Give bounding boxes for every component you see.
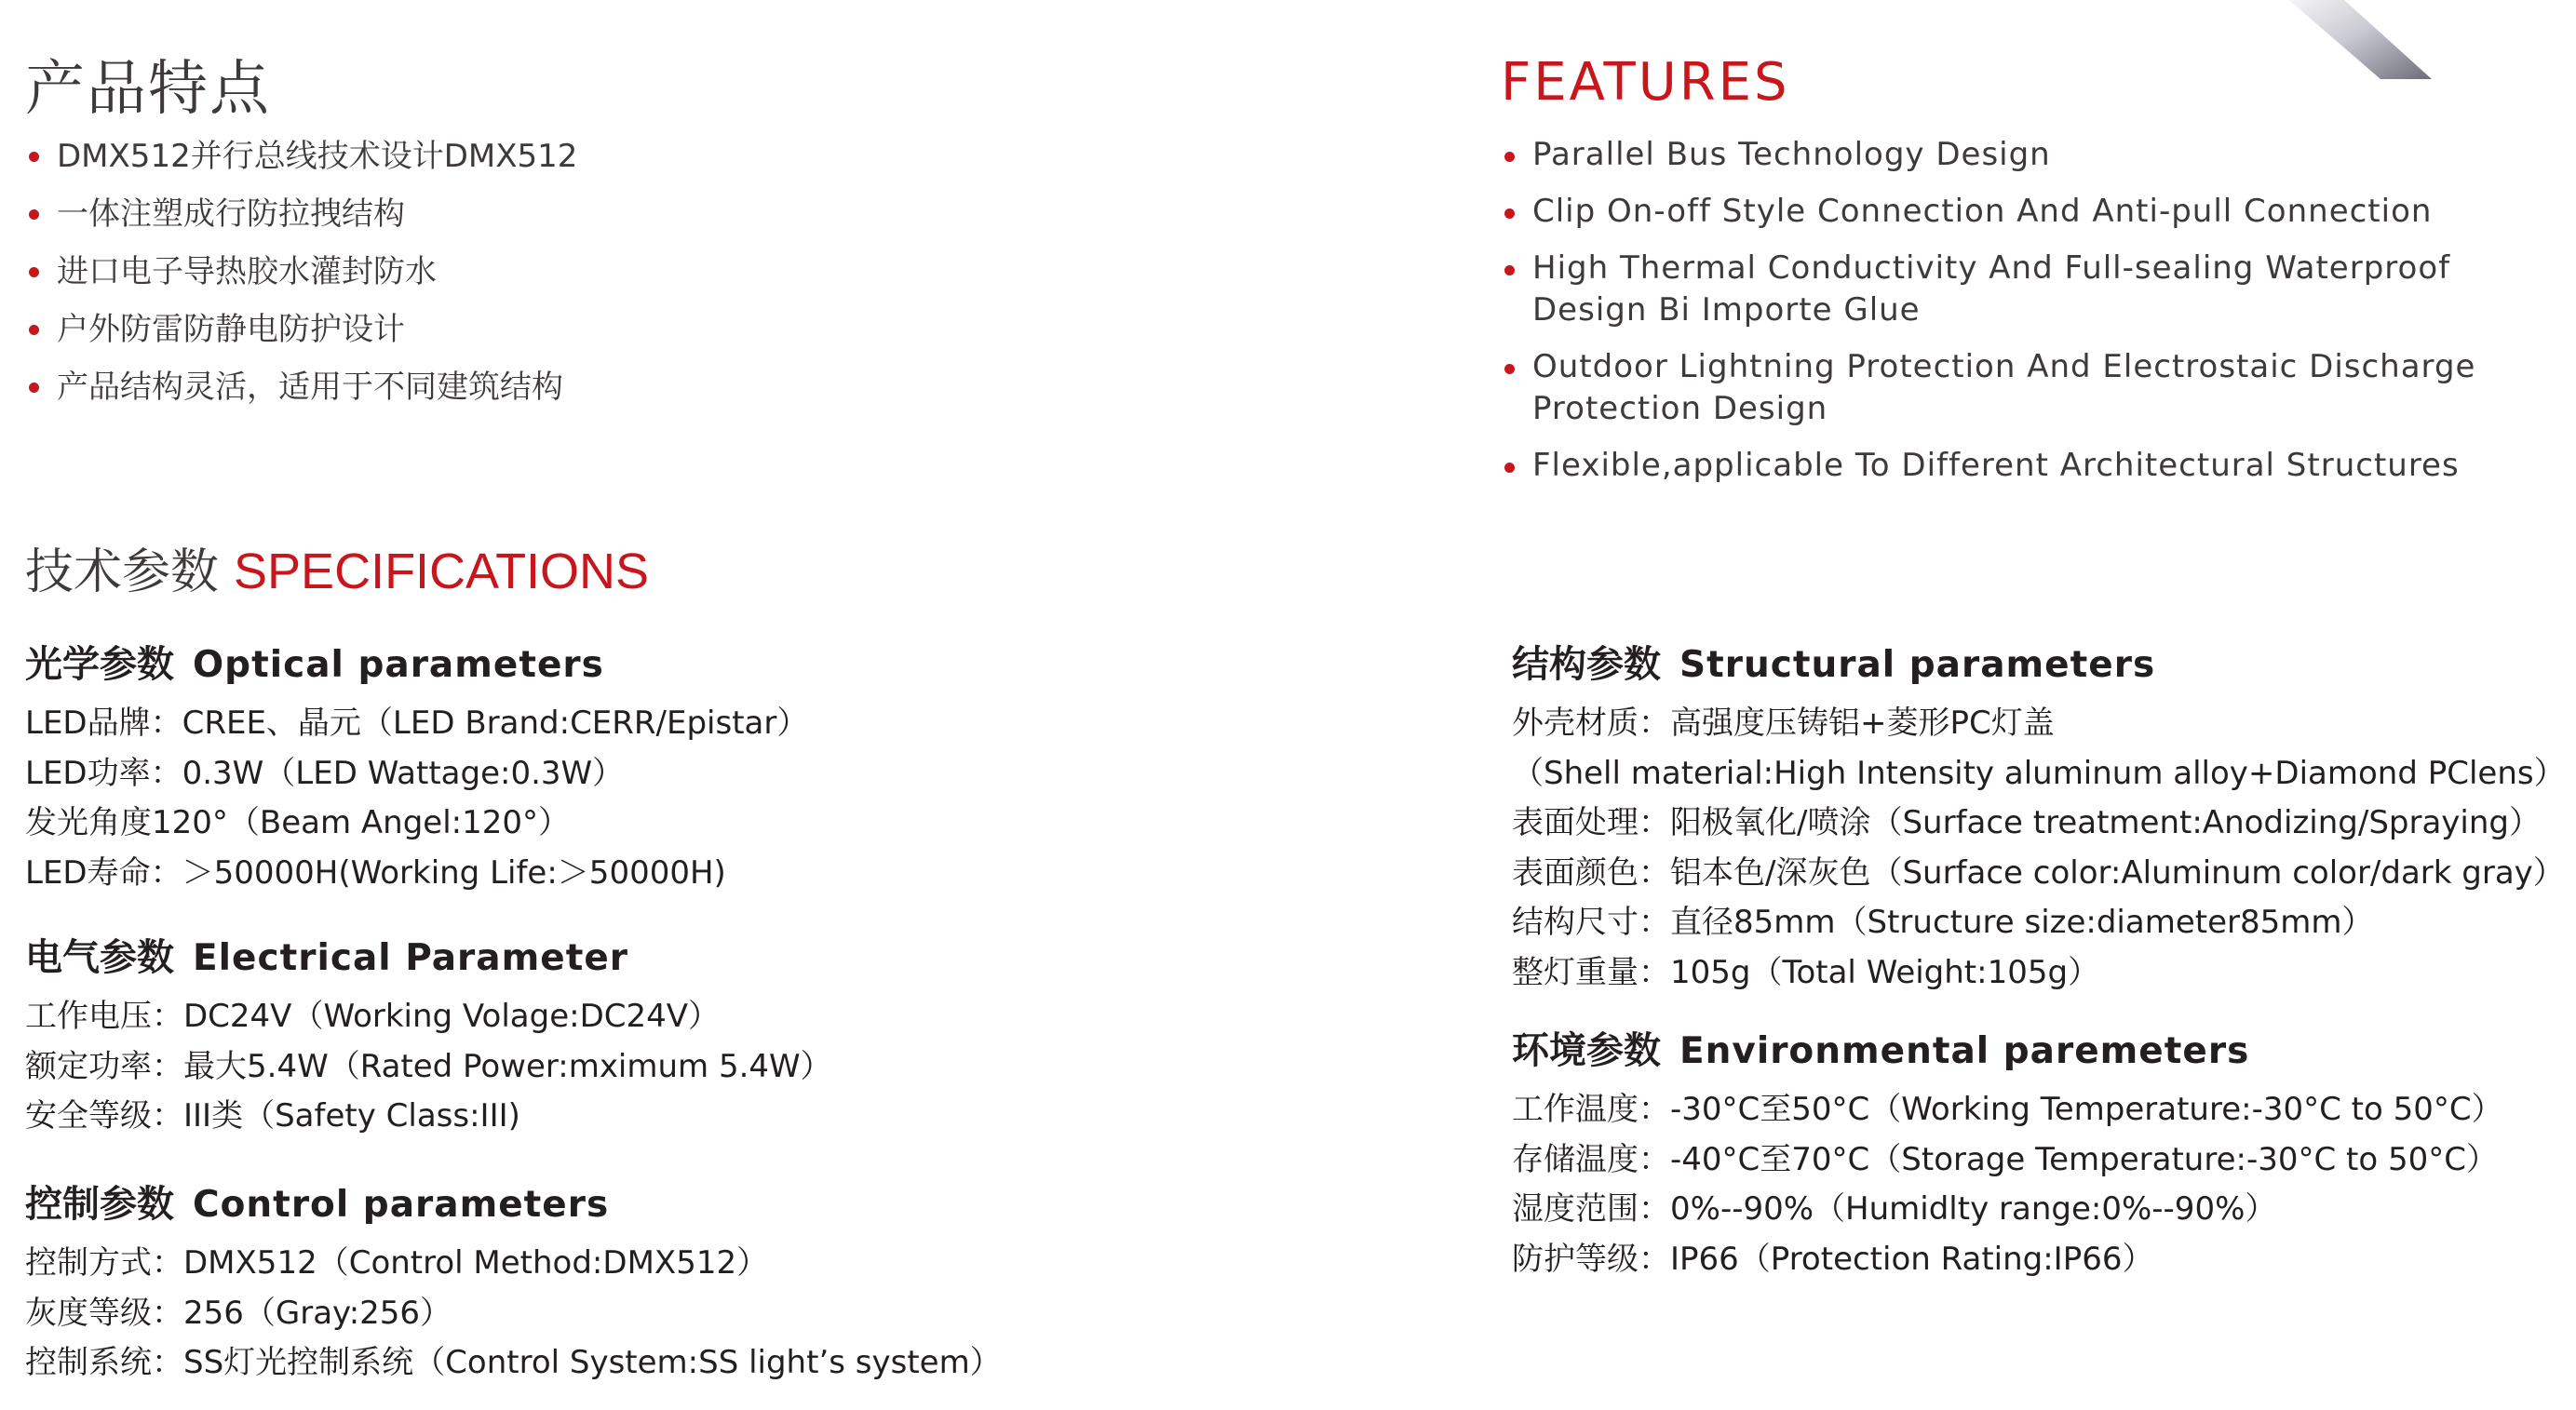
specifications-title <box>25 532 649 602</box>
spec-line: 控制方式：DMX512（Control Method:DMX512） <box>25 1244 769 1282</box>
features-title-zh: 产品特点 <box>25 55 271 124</box>
list-item: Clip On-off Style Connection And Anti-pull Connection <box>1501 191 2543 233</box>
spec-line: （Shell material:High Intensity aluminum alloy+Diamond PClens） <box>1512 754 2566 792</box>
corner-decoration <box>2241 0 2576 88</box>
electrical-parameters-section <box>25 928 832 1142</box>
specifications-title-en: SPECIFICATIONS <box>234 544 650 599</box>
spec-line: 整灯重量：105g（Total Weight:105g） <box>1512 953 2100 991</box>
spec-line: 表面颜色：铝本色/深灰色（Surface color:Aluminum color/dark gray） <box>1512 853 2565 892</box>
section-heading: 电气参数 Electrical Parameter <box>25 936 629 979</box>
spec-line: 灰度等级：256（Gray:256） <box>25 1294 452 1332</box>
bullet-icon <box>1504 208 1515 219</box>
bullet-icon <box>29 209 39 220</box>
bullet-icon <box>29 325 39 335</box>
section-heading: 环境参数 Environmental paremeters <box>1512 1029 2250 1072</box>
bullet-icon <box>1504 152 1515 162</box>
control-parameters-section <box>25 1175 1002 1389</box>
list-item: High Thermal Conductivity And Full-sealing Waterproof Design Bi Importe Glue <box>1501 248 2543 331</box>
bullet-icon <box>29 152 39 162</box>
list-item: 户外防雷防静电防护设计 <box>25 311 956 348</box>
bullet-icon <box>29 267 39 277</box>
section-heading: 控制参数 Control parameters <box>25 1183 610 1226</box>
spec-line: LED功率：0.3W（LED Wattage:0.3W） <box>25 754 625 792</box>
structural-parameters-section <box>1512 635 2566 998</box>
spec-line: 外壳材质：高强度压铸铝+菱形PC灯盖 <box>1512 705 2055 742</box>
section-heading: 结构参数 Structural parameters <box>1512 643 2156 686</box>
spec-line: 工作电压：DC24V（Working Volage:DC24V） <box>25 998 721 1035</box>
spec-line: LED寿命：＞50000H(Working Life:＞50000H) <box>25 853 726 892</box>
spec-line: 湿度范围：0%--90%（Humidlty range:0%--90%） <box>1512 1190 2277 1228</box>
spec-line: 工作温度：-30°C至50°C（Working Temperature:-30°C to 50°C） <box>1512 1091 2503 1128</box>
spec-line: 防护等级：IP66（Protection Rating:IP66） <box>1512 1240 2154 1278</box>
environmental-parameters-section <box>1512 1021 2503 1284</box>
spec-line: 存储温度：-40°C至70°C（Storage Temperature:-30°C to 50°C） <box>1512 1140 2498 1178</box>
spec-line: 控制系统：SS灯光控制系统（Control System:SS light’s system） <box>25 1344 1002 1381</box>
list-item: 进口电子导热胶水灌封防水 <box>25 253 956 290</box>
section-heading: 光学参数 Optical parameters <box>25 643 604 686</box>
bullet-icon <box>1504 463 1515 473</box>
specifications-title-zh: 技术参数 <box>25 544 220 600</box>
optical-parameters-section <box>25 635 808 898</box>
spec-line: 结构尺寸：直径85mm（Structure size:diameter85mm） <box>1512 904 2374 941</box>
list-item: Parallel Bus Technology Design <box>1501 134 2543 176</box>
spec-line: 额定功率：最大5.4W（Rated Power:mximum 5.4W） <box>25 1047 832 1085</box>
features-list-zh <box>25 138 956 426</box>
features-title-en: FEATURES <box>1501 52 1790 113</box>
list-item: DMX512并行总线技术设计DMX512 <box>25 138 956 175</box>
spec-line: LED品牌：CREE、晶元（LED Brand:CERR/Epistar） <box>25 705 809 742</box>
list-item: Outdoor Lightning Protection And Electrostaic Discharge Protection Design <box>1501 346 2543 430</box>
spec-line: 发光角度120°（Beam Angel:120°） <box>25 804 571 841</box>
bullet-icon <box>29 383 39 393</box>
list-item: 一体注塑成行防拉拽结构 <box>25 195 956 233</box>
bullet-icon <box>1504 364 1515 374</box>
bullet-icon <box>1504 265 1515 275</box>
spec-line: 安全等级：III类（Safety Class:III) <box>25 1097 520 1135</box>
list-item: 产品结构灵活，适用于不同建筑结构 <box>25 369 956 406</box>
features-list-en <box>1501 134 2543 502</box>
spec-line: 表面处理：阳极氧化/喷涂（Surface treatment:Anodizing/Spraying） <box>1512 804 2541 841</box>
list-item: Flexible,applicable To Different Architectural Structures <box>1501 445 2543 487</box>
